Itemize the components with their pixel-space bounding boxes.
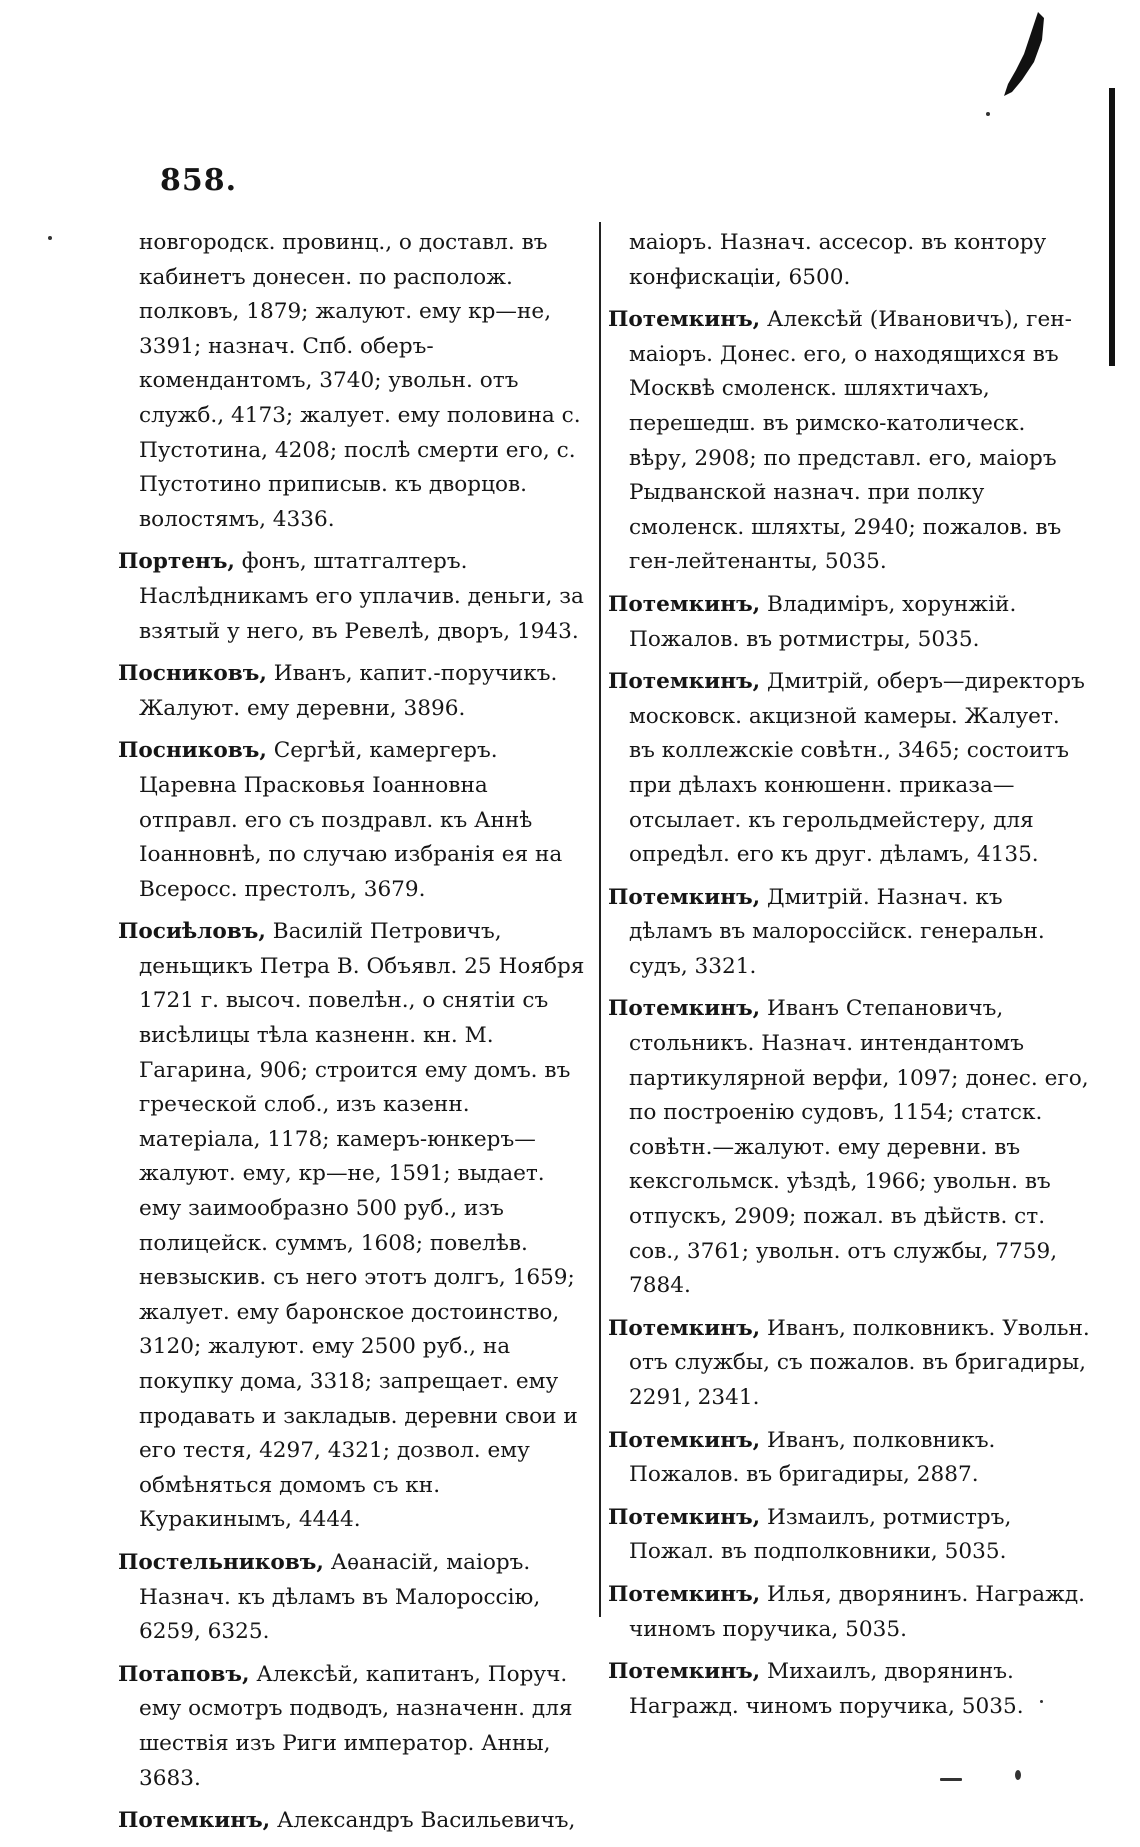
entry-surname: Потемкинъ, (608, 669, 761, 695)
entry-text: Владиміръ, хорунжій. Пожалов. въ ротмистры, 5035. (629, 591, 1017, 652)
index-entry (118, 1658, 592, 1796)
entry-text: Сергѣй, камергеръ. Царевна Прасковья Іоанновна отправл. его съ поздравл. къ Аннѣ Іоанновнѣ, по случаю избранія ея на Всеросс. престолъ, 3679. (139, 738, 563, 902)
page-number: 858. (160, 163, 238, 198)
entry-surname: Посиѣловъ, (118, 919, 266, 945)
entry-text: Иванъ, полковникъ. Увольн. отъ службы, съ пожалов. въ бригадиры, 2291, 2341. (629, 1315, 1090, 1410)
column-divider (599, 222, 601, 1617)
entry-text: маіоръ. Назнач. ассесор. въ контору конфискаціи, 6500. (629, 230, 1047, 290)
entry-text: Измаилъ, ротмистръ, Пожал. въ подполковники, 5035. (629, 1504, 1012, 1565)
entry-surname: Потемкинъ, (608, 591, 761, 617)
entry-text: Илья, дворянинъ. Награжд. чиномъ поручика, 5035. (629, 1581, 1085, 1642)
entry-text: Аѳанасій, маіоръ. Назнач. къ дѣламъ въ Малороссію, 6259, 6325. (139, 1549, 541, 1645)
entry-text: Михаилъ, дворянинъ. Награжд. чиномъ поручика, 5035. (629, 1659, 1024, 1719)
index-entry (608, 881, 1090, 985)
index-entry (118, 657, 592, 726)
entry-surname: Потемкинъ, (608, 1581, 761, 1607)
entry-surname: Потемкинъ, (608, 1659, 761, 1685)
index-entry (118, 1804, 592, 1839)
entry-text: фонъ, штатгалтеръ. Наслѣдникамъ его уплачив. деньги, за взятый у него, въ Ревелѣ, дворъ, 1943. (139, 549, 584, 644)
entry-surname: Потемкинъ, (608, 1504, 761, 1530)
left-column (118, 226, 592, 1847)
entry-surname: Потемкинъ, (608, 1315, 761, 1341)
index-entry (608, 1312, 1090, 1416)
scan-speck (1015, 1770, 1021, 1780)
entry-text: Алексѣй, капитанъ, Поруч. ему осмотръ подводъ, назначенн. для шествія изъ Риги император. Анны, 3683. (139, 1661, 573, 1791)
index-entry (608, 665, 1090, 873)
scan-edge-bar (1109, 88, 1115, 366)
entry-text: Дмитрій, оберъ—директоръ московск. акцизной камеры. Жалует. въ коллежскіе совѣтн., 3465; состоитъ при дѣлахъ конюшенн. приказа—отсылает. къ герольдмейстеру, для опредѣл. его къ друг. дѣламъ, 4135. (629, 669, 1085, 868)
entry-surname: Потаповъ, (118, 1661, 250, 1687)
index-entry (118, 915, 592, 1538)
entry-text: новгородск. провинц., о доставл. въ кабинетъ донесен. по располож. полковъ, 1879; жалуют. ему кр—не, 3391; назнач. Спб. оберъ-комендантомъ, 3740; увольн. отъ служб., 4173; жалует. ему половина с. Пустотина, 4208; послѣ смерти его, с. Пустотино приписыв. къ дворцов. волостямъ, 4336. (139, 230, 581, 532)
entry-text: Дмитрій. Назнач. къ дѣламъ въ малороссійск. генеральн. судъ, 3321. (629, 884, 1045, 979)
entry-surname: Потемкинъ, (608, 307, 761, 333)
scan-speck (940, 1778, 962, 1781)
index-entry (118, 734, 592, 907)
entry-text: Иванъ, полковникъ. Пожалов. въ бригадиры, 2887. (629, 1427, 996, 1488)
right-column (608, 226, 1090, 1732)
entry-surname: Постельниковъ, (118, 1549, 324, 1575)
index-entry (608, 588, 1090, 657)
index-entry (608, 1424, 1090, 1493)
ink-blot (968, 10, 1048, 120)
index-entry (608, 226, 1090, 295)
entry-surname: Потемкинъ, (118, 1808, 271, 1834)
index-entry (118, 1546, 592, 1650)
entry-surname: Портенъ, (118, 549, 235, 575)
entry-surname: Посниковъ, (118, 738, 267, 764)
scan-speck (48, 236, 52, 240)
scan-speck (1040, 1700, 1043, 1703)
index-entry (608, 992, 1090, 1303)
entry-surname: Потемкинъ, (608, 1427, 761, 1453)
entry-text: Алексѣй (Ивановичъ), ген-маіоръ. Донес. его, о находящихся въ Москвѣ смоленск. шляхтичахъ, перешедш. въ римско-католическ. вѣру, 2908; по представл. его, маіоръ Рыдванской назнач. при полку смоленск. шляхты, 2940; пожалов. въ ген-лейтенанты, 5035. (629, 307, 1072, 575)
entry-text: Иванъ Степановичъ, стольникъ. Назнач. интендантомъ партикулярной верфи, 1097; донес. его, по построенію судовъ, 1154; статск. совѣтн.—жалуют. ему деревни. въ кексгольмск. уѣздѣ, 1966; увольн. въ отпускъ, 2909; пожал. въ дѣйств. ст. сов., 3761; увольн. отъ службы, 7759, 7884. (629, 996, 1089, 1299)
index-entry (608, 303, 1090, 580)
index-entry (608, 1578, 1090, 1647)
entry-text: Василій Петровичъ, деньщикъ Петра В. Объявл. 25 Ноября 1721 г. высоч. повелѣн., о снятіи съ висѣлицы тѣла казненн. кн. М. Гагарина, 906; строится ему домъ. въ греческой слоб., изъ казенн. матеріала, 1178; камеръ-юнкеръ—жалуют. ему, кр—не, 1591; выдает. ему заимообразно 500 руб., изъ полицейск. суммъ, 1608; повелѣв. невзыскив. съ него этотъ долгъ, 1659; жалует. ему баронское достоинство, 3120; жалуют. ему 2500 руб., на покупку дома, 3318; запрещает. ему продавать и закладыв. деревни свои и его тестя, 4297, 4321; дозвол. ему обмѣняться домомъ съ кн. Куракинымъ, 4444. (139, 919, 585, 1533)
entry-surname: Потемкинъ, (608, 884, 761, 910)
index-entry (118, 545, 592, 649)
entry-surname: Потемкинъ, (608, 996, 761, 1022)
entry-text: Александръ Васильевичъ, (277, 1808, 576, 1834)
entry-surname: Посниковъ, (118, 661, 267, 687)
index-entry (608, 1655, 1090, 1724)
entry-text: Иванъ, капит.-поручикъ. Жалуют. ему деревни, 3896. (139, 661, 558, 721)
index-entry (608, 1501, 1090, 1570)
index-entry (118, 226, 592, 537)
